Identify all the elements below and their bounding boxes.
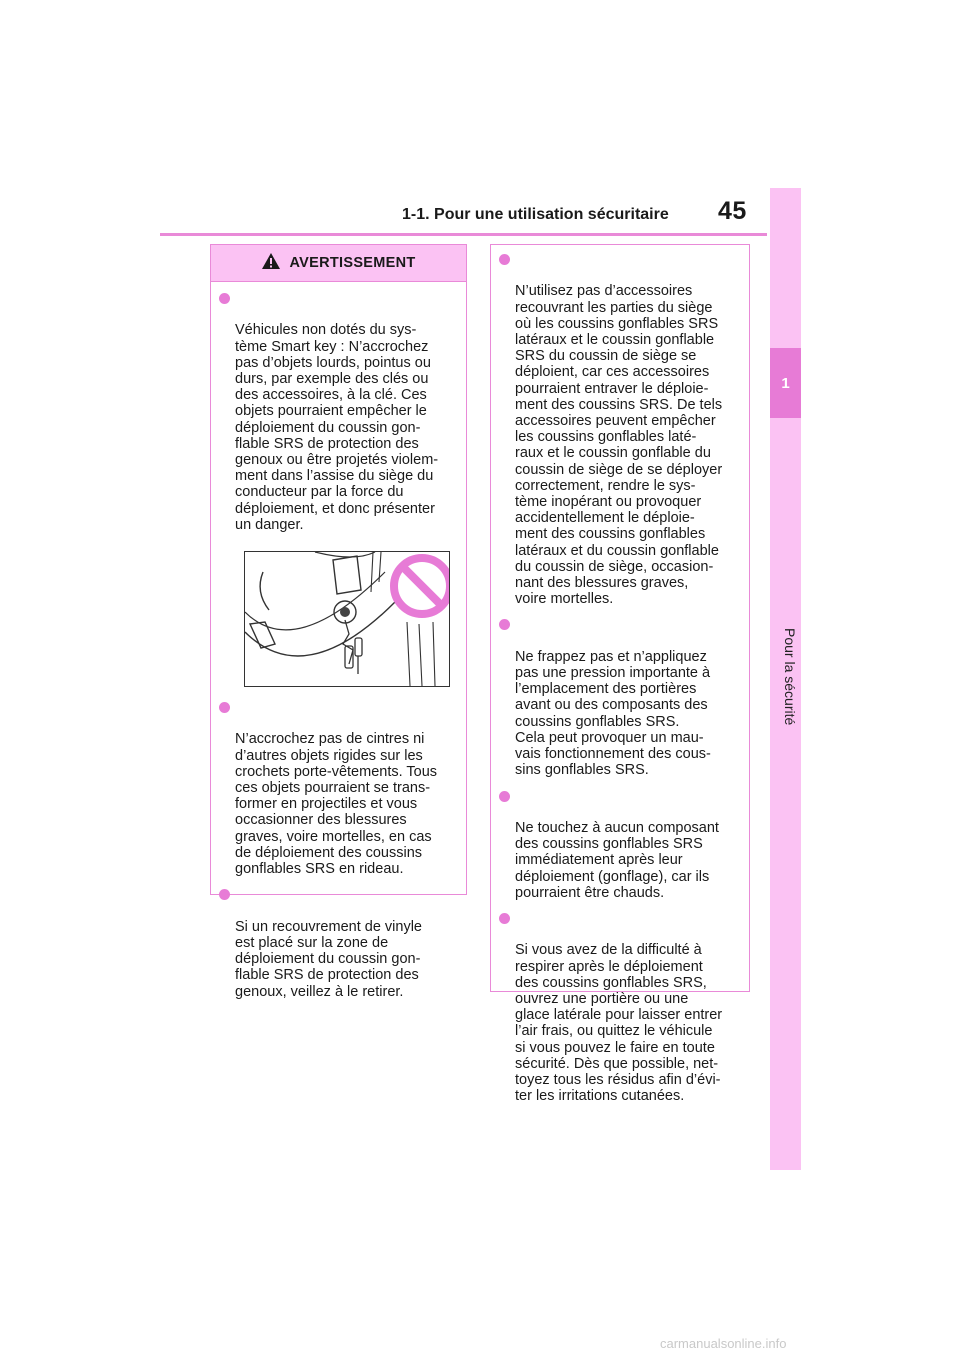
warning-item-text: N’accrochez pas de cintres ni d’autres objets rigides sur les crochets porte-vêtements. Tous ces objets pourraient se trans- former en projectiles et vous occasionner des blessures graves, voire mortelles, en cas de déploiement des coussins gonflables SRS en rideau.	[235, 731, 438, 878]
warning-continued-items	[491, 245, 749, 1104]
warning-item	[499, 616, 741, 778]
warning-item	[219, 886, 458, 999]
warning-item-text: Ne touchez à aucun composant des coussins gonflables SRS immédiatement après leur déploiement (gonflage), car ils pourraient être chauds.	[515, 819, 719, 901]
warning-triangle-icon	[261, 252, 281, 274]
page-number: 45	[718, 197, 747, 225]
bullet-dot-icon	[219, 702, 230, 713]
bullet-dot-icon	[499, 791, 510, 802]
chapter-label: Pour la sécurité	[782, 628, 798, 726]
bullet-dot-icon	[499, 913, 510, 924]
warning-title: AVERTISSEMENT	[289, 255, 416, 271]
warning-item-text: N’utilisez pas d’accessoires recouvrant les parties du siège où les coussins gonflables SRS latéraux et le coussin gonflable SRS du coussin de siège se déploient, car ces accessoires pourraient entraver le déploie- ment des coussins SRS. De tels accessoires peuvent empêcher les coussins gonflables laté- raux et le coussin gonflable du coussin de siège de se déployer correctement, rendre le sys- tème inopérant ou provoquer accidentellement le déploie- ment des coussins gonflables latéraux et du coussin gonflable du coussin de siège, occasion- nant des blessures graves, voire mortelles.	[515, 283, 723, 608]
warning-item-text: Ne frappez pas et n’appliquez pas une pression importante à l’emplacement des portières avant ou des composants des coussins gonflables SRS. Cela peut provoquer un mau- vais fonctionnement des cous- sins gonflables SRS.	[515, 648, 711, 779]
chapter-side-tab	[770, 188, 801, 1170]
chapter-number: 1	[770, 348, 801, 418]
warning-item	[219, 290, 458, 533]
warning-box	[210, 244, 467, 1000]
warning-item-text: Véhicules non dotés du sys- tème Smart key : N’accrochez pas d’objets lourds, pointus ou durs, par exemple des clés ou des accessoires, à la clé. Ces objets pourraient empêcher le déploiement du coussin gon- flable SRS de protection des genoux ou être projetés violem- ment dans l’assise du siège du conducteur par la force du déploiement, et donc présenter un danger.	[235, 322, 439, 533]
warning-item	[499, 910, 741, 1104]
warning-item-text: Si vous avez de la difficulté à respirer après le déploiement des coussins gonflables SRS, ouvrez une portière ou une glace latérale pour laisser entrer l’air frais, ou quittez le véhicule si vous pouvez le faire en toute sécurité. Dès que possible, net- toyez tous les résidus afin d’évi- ter les irritations cutanées.	[515, 942, 723, 1105]
section-title: 1-1. Pour une utilisation sécuritaire	[402, 206, 669, 223]
site-watermark: carmanualsonline.info	[660, 1336, 787, 1351]
warning-header	[211, 245, 466, 282]
bullet-dot-icon	[499, 619, 510, 630]
bullet-dot-icon	[219, 293, 230, 304]
warning-item	[499, 251, 741, 607]
prohibition-icon	[394, 558, 449, 614]
warning-continued-box	[490, 244, 750, 1105]
warning-item	[499, 788, 741, 901]
warning-item-text: Si un recouvrement de vinyle est placé sur la zone de déploiement du coussin gon- flable SRS de protection des genoux, veillez à le retirer.	[235, 918, 422, 1000]
bullet-dot-icon	[499, 254, 510, 265]
warning-item	[219, 699, 458, 877]
header-rule	[160, 233, 767, 236]
bullet-dot-icon	[219, 889, 230, 900]
warning-items	[211, 282, 466, 1000]
key-warning-illustration	[244, 551, 450, 687]
